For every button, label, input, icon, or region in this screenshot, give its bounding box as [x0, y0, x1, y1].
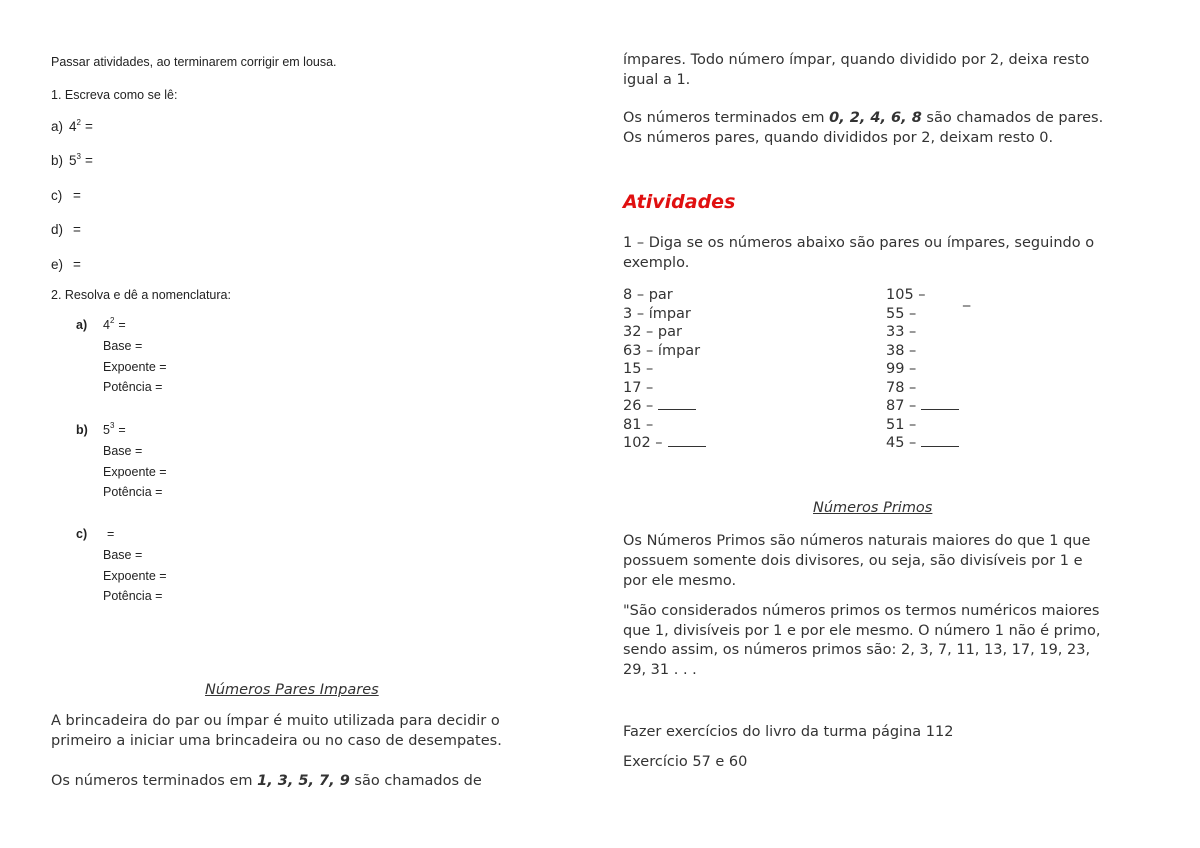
- nomenclature-line: Base =: [103, 444, 143, 458]
- item-label: a): [51, 119, 64, 134]
- number-row: [623, 306, 691, 322]
- number-text: 17 –: [623, 379, 654, 396]
- primos-quote-line: 29, 31 . . .: [623, 661, 697, 678]
- number-text: 81 –: [623, 416, 654, 433]
- nomenclature-line: Base =: [103, 339, 143, 353]
- number-row: [623, 435, 706, 451]
- question-2-title: 2. Resolva e dê a nomenclatura:: [51, 288, 231, 302]
- equals-sign: =: [118, 423, 126, 437]
- number-text: 99 –: [886, 361, 917, 377]
- intro-text: Passar atividades, ao terminarem corrigir em lousa.: [51, 55, 337, 69]
- number-text: 33 –: [886, 324, 917, 340]
- pares-pre: Os números terminados em: [623, 110, 830, 126]
- question-2-item: [76, 423, 126, 437]
- number-row: [886, 435, 959, 451]
- number-row: [886, 417, 916, 433]
- power-exponent: 3: [76, 152, 81, 161]
- number-row: [886, 361, 916, 377]
- pares-rest-line: Os números pares, quando divididos por 2, deixam resto 0.: [623, 130, 1054, 146]
- exercicio-instruction: Exercício 57 e 60: [623, 754, 748, 770]
- primos-line: possuem somente dois divisores, ou seja, são divisíveis por 1 e: [623, 553, 1083, 569]
- primos-line: Os Números Primos são números naturais maiores do que 1 que: [623, 533, 1091, 549]
- number-row: [886, 380, 916, 396]
- item-label: b): [76, 423, 88, 437]
- power-base: 5: [69, 153, 77, 168]
- atividade-1-line-1: 1 – Diga se os números abaixo são pares ou ímpares, seguindo o: [623, 235, 1095, 251]
- pares-paragraph-line-2: primeiro a iniciar uma brincadeira ou no caso de desempates.: [51, 733, 502, 749]
- nomenclature-line: Expoente =: [103, 568, 167, 583]
- number-row: [623, 343, 700, 359]
- number-text: 32 – par: [623, 324, 682, 340]
- equals-sign: =: [73, 188, 81, 203]
- impares-paragraph: [51, 773, 482, 789]
- power-base: 4: [103, 318, 110, 332]
- number-text: 78 –: [886, 379, 917, 396]
- question-1-item: [51, 188, 81, 203]
- livro-instruction: Fazer exercícios do livro da turma página 112: [623, 724, 954, 740]
- numeros-primos-heading: Números Primos: [813, 500, 933, 516]
- primos-quote-line: que 1, divisíveis por 1 e por ele mesmo. O número 1 não é primo,: [623, 622, 1101, 639]
- question-2-item: [76, 527, 114, 541]
- continuation-line-2: igual a 1.: [623, 72, 691, 88]
- pares-post: são chamados de pares.: [921, 110, 1104, 126]
- number-row: [623, 417, 653, 433]
- equals-sign: =: [73, 257, 81, 272]
- number-row: [886, 343, 916, 359]
- nomenclature-line: Potência =: [103, 485, 163, 499]
- number-text: 45 –: [886, 435, 917, 451]
- equals-sign: =: [73, 222, 81, 237]
- equals-sign: =: [118, 318, 126, 332]
- number-row: [886, 287, 926, 303]
- number-text: 26 –: [623, 398, 654, 414]
- item-label: e): [51, 257, 64, 272]
- power-exponent: 2: [76, 118, 81, 127]
- number-row: [886, 324, 916, 340]
- number-text: 87 –: [886, 398, 917, 414]
- item-label: b): [51, 153, 64, 168]
- question-1-title: 1. Escreva como se lê:: [51, 88, 178, 102]
- pares-definition: [623, 110, 1103, 126]
- item-label: c): [76, 527, 88, 541]
- number-text: 51 –: [886, 416, 917, 433]
- nomenclature-line: Base =: [103, 548, 143, 562]
- question-2-item: [76, 318, 126, 332]
- continuation-line-1: ímpares. Todo número ímpar, quando dividido por 2, deixa resto: [623, 52, 1090, 68]
- primos-quote-line: "São considerados números primos os termos numéricos maiores: [623, 603, 1100, 619]
- number-row: [623, 398, 696, 414]
- equals-sign: =: [84, 153, 93, 168]
- number-row: [623, 361, 653, 377]
- number-row: [623, 380, 653, 396]
- impares-pre: Os números terminados em: [51, 773, 258, 789]
- number-row: [623, 324, 682, 340]
- answer-blank: [921, 435, 959, 447]
- power-exponent: 2: [109, 316, 115, 325]
- stray-underscore: _: [963, 291, 971, 307]
- nomenclature-line: Potência =: [103, 380, 163, 394]
- equals-sign: =: [84, 119, 93, 134]
- nomenclature-line: Expoente =: [103, 464, 167, 479]
- number-text: 15 –: [623, 361, 654, 377]
- number-row: [886, 398, 959, 414]
- number-text: 105 –: [886, 287, 926, 303]
- answer-blank: [658, 398, 696, 410]
- answer-blank: [921, 398, 959, 410]
- number-row: [623, 287, 673, 303]
- power-base: 4: [69, 119, 77, 134]
- nomenclature-line: Expoente =: [103, 359, 167, 374]
- number-text: 55 –: [886, 305, 917, 322]
- power-exponent: 3: [109, 421, 115, 430]
- pares-impares-heading: Números Pares Impares: [205, 682, 379, 698]
- question-1-item: [51, 119, 93, 134]
- nomenclature-line: Potência =: [103, 589, 163, 603]
- question-1-item: [51, 153, 93, 168]
- number-text: 3 – ímpar: [623, 305, 691, 322]
- equals-sign: =: [107, 527, 115, 541]
- impares-post: são chamados de: [349, 773, 482, 789]
- number-row: [886, 306, 916, 322]
- number-text: 8 – par: [623, 287, 673, 303]
- number-text: 102 –: [623, 435, 663, 451]
- primos-quote-line: sendo assim, os números primos são: 2, 3, 7, 11, 13, 17, 19, 23,: [623, 642, 1091, 658]
- atividade-1-line-2: exemplo.: [623, 255, 690, 271]
- power-base: 5: [103, 423, 110, 437]
- atividades-title: Atividades: [623, 191, 736, 213]
- pares-paragraph-line-1: A brincadeira do par ou ímpar é muito utilizada para decidir o: [51, 713, 500, 729]
- item-label: c): [51, 188, 63, 203]
- number-text: 63 – ímpar: [623, 342, 701, 359]
- answer-blank: [668, 435, 706, 447]
- primos-line: por ele mesmo.: [623, 573, 737, 589]
- question-1-item: [51, 257, 81, 272]
- pares-digits: 0, 2, 4, 6, 8: [829, 110, 922, 126]
- item-label: d): [51, 222, 64, 237]
- question-1-item: [51, 222, 81, 237]
- item-label: a): [76, 318, 88, 332]
- number-text: 38 –: [886, 342, 917, 359]
- impares-digits: 1, 3, 5, 7, 9: [257, 773, 350, 789]
